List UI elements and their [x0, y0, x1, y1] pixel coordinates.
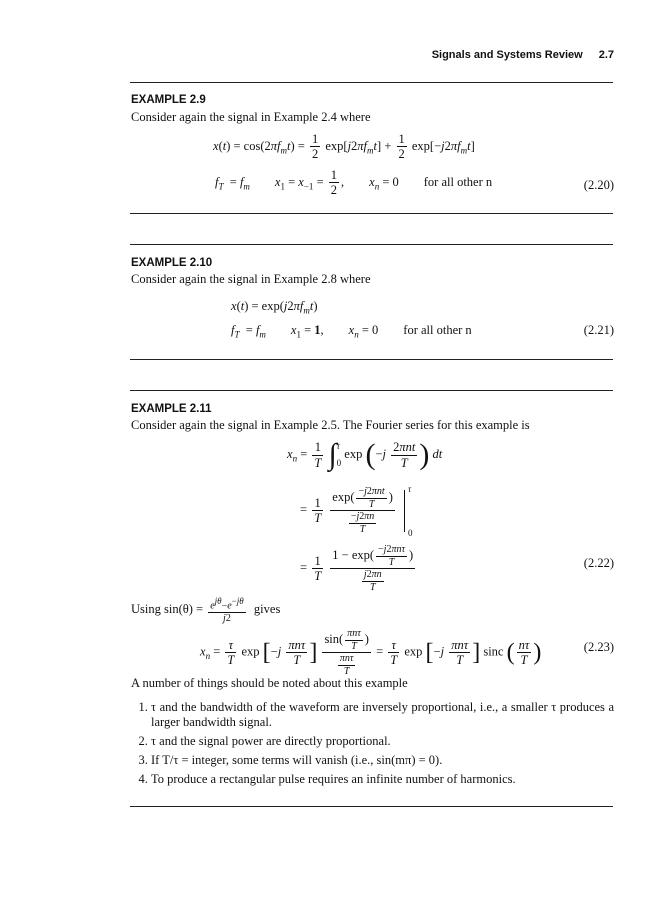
- example-2-9-intro: Consider again the signal in Example 2.4 where: [131, 110, 371, 124]
- example-2-11-intro: Consider again the signal in Example 2.5. The Fourier series for this example is: [131, 418, 530, 432]
- eq-number-2-21: (2.21): [583, 323, 614, 337]
- eq-2-20-condition: for all other n: [423, 174, 493, 189]
- eq-number-2-22: (2.22): [583, 556, 614, 570]
- equation-2-10-signal: $x(t) = \exp(j2\pi f_mt)$: [231, 299, 318, 316]
- note-item: 3. If T/τ = integer, some terms will vanish (i.e., sin(mπ) = 0).: [151, 753, 614, 768]
- note-item: 4. To produce a rectangular pulse requires an infinite number of harmonics.: [151, 772, 614, 787]
- header-rule: [130, 82, 613, 83]
- eq-2-21-condition: for all other n: [403, 323, 472, 337]
- notes-list: [131, 700, 614, 791]
- notes-intro: A number of things should be noted about this example: [131, 676, 408, 690]
- equation-2-23: $x_n$ = $\frac{\tau}{T}$ exp [−j $\frac{\text{πnτ}}{T}$ ] sin( $\frac{\text{πnτ}}{T}$ ) $\frac{\text{πnτ}}{T}$ = $\frac{\tau}{T}$ exp [−j $\frac{\text{πnτ}}{T}$ ] sinc ( $\frac{n\tau}{T}$ ): [200, 628, 542, 677]
- example-2-11-start-rule: [130, 390, 613, 391]
- running-title: Signals and Systems Review: [431, 49, 583, 61]
- eq-number-2-23: (2.23): [583, 640, 614, 654]
- note-item: 2. τ and the signal power are directly proportional.: [151, 734, 614, 749]
- equation-2-21: $f_T = f_m$ $x_1 = 1$, $x_n = 0$ for all other n: [231, 323, 472, 340]
- example-2-11-end-rule: [130, 806, 613, 807]
- eq-number-2-20: (2.20): [583, 178, 614, 192]
- example-2-10-end-rule: [130, 359, 613, 360]
- equation-2-9-signal: $x(t) = \cos(2\pi f_mt)$ = $\frac{1}{2}$ $\exp[j2\pi f_mt]$ + $\frac{1}{2}$ $\exp[-j2\pi f_mt]$: [213, 132, 475, 162]
- equation-fourier-integral: $x_n$ = $\frac{1}{T}$ ∫τ 0 exp (−j $\frac{\text{2πnt}}{T}$ ) dt: [287, 438, 443, 472]
- example-2-9-end-rule: [130, 213, 613, 214]
- page-number: 2.7: [598, 49, 614, 61]
- running-header: [432, 49, 614, 61]
- using-sine-identity: Using sin(θ) = $\frac{\text{ejθ−e−jθ}}{j2}$ gives: [131, 596, 281, 624]
- gives-text: gives: [253, 602, 281, 617]
- example-2-9-title: EXAMPLE 2.9: [131, 94, 206, 106]
- note-item: 1. τ and the bandwidth of the waveform are inversely proportional, i.e., a smaller τ produces a larger bandwidth signal.: [151, 700, 614, 730]
- example-2-10-intro: Consider again the signal in Example 2.8 where: [131, 272, 371, 286]
- equation-fourier-step-2: = $\frac{1}{T}$ exp( $\frac{\text{−j2πnt}}{T}$ ) $\frac{-j2\pi n}{T}$ τ 0: [300, 486, 415, 535]
- example-2-11-title: EXAMPLE 2.11: [131, 403, 212, 415]
- equation-2-22: = $\frac{1}{T}$ 1 − exp( $\frac{\text{−j2πnτ}}{T}$ ) $\frac{j2\pi n}{T}$: [300, 544, 414, 593]
- equation-2-20: $f_T = f_m$ $x_1 = x_{-1}$ = $\frac{1}{2}$ , $x_n = 0$ for all other n: [215, 168, 493, 198]
- example-2-10-title: EXAMPLE 2.10: [131, 257, 213, 269]
- example-2-10-start-rule: [130, 244, 613, 245]
- using-text: Using sin(θ) =: [131, 602, 204, 617]
